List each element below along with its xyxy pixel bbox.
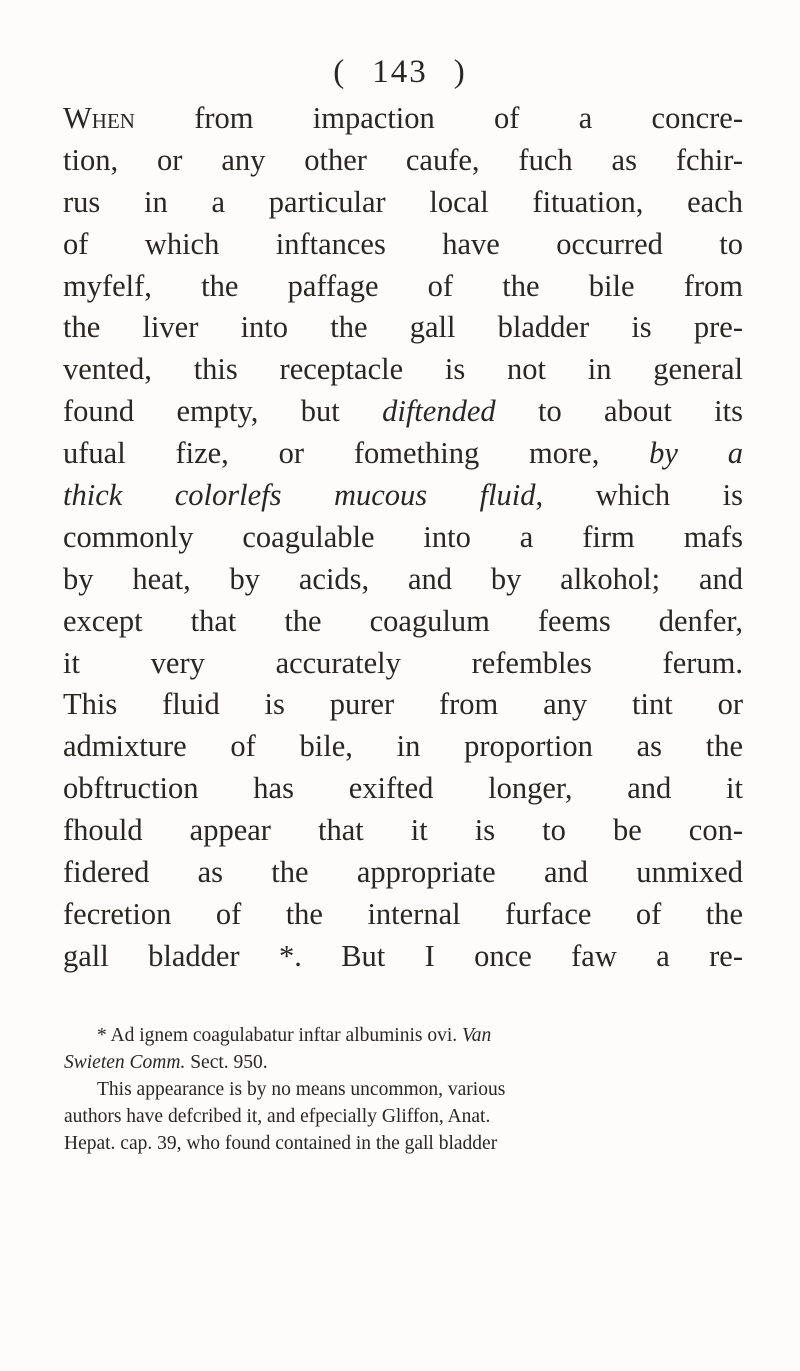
body-text-run: found empty, but	[63, 394, 383, 429]
body-line	[63, 224, 743, 266]
body-text-run: obftruction has exifted longer, and it	[63, 771, 743, 806]
body-line	[63, 684, 743, 726]
body-line	[63, 433, 743, 475]
footnote-text-run: Hepat. cap. 39, who found contained in the gall bladder	[64, 1133, 498, 1154]
body-text-run: vented, this receptacle is not in general	[63, 352, 743, 387]
body-line	[63, 475, 743, 517]
body-line	[63, 894, 743, 936]
body-text-run: fidered as the appropriate and unmixed	[63, 855, 743, 890]
body-line	[63, 349, 743, 391]
body-line	[63, 559, 743, 601]
body-line	[63, 936, 743, 978]
body-text-run: When	[63, 101, 135, 135]
body-line	[63, 852, 743, 894]
footnote-line	[64, 1022, 744, 1049]
body-text-run: thick colorlefs mucous fluid	[63, 478, 536, 513]
body-text-run: admixture of bile, in proportion as the	[63, 729, 743, 764]
body-line	[63, 810, 743, 852]
body-line	[63, 307, 743, 349]
body-text-run: fhould appear that it is to be con-	[63, 813, 743, 848]
body-text-run: except that the coagulum feems denfer,	[63, 603, 743, 638]
body-line	[63, 517, 743, 559]
footnote-text-run: This appearance is by no means uncommon, various	[97, 1079, 506, 1100]
body-text-run: from impaction of a concre-	[134, 101, 743, 135]
footnote-text-run: Van	[462, 1025, 492, 1046]
page-number: 143	[372, 54, 428, 90]
page-number-close-paren: )	[453, 54, 467, 90]
body-line	[63, 768, 743, 810]
body-text-run: it very accurately refembles ferum.	[63, 645, 743, 680]
body-line	[63, 266, 743, 308]
body-text-run: fecretion of the internal furface of the	[63, 896, 743, 931]
body-line	[63, 391, 743, 433]
body-line	[63, 726, 743, 768]
body-line	[63, 601, 743, 643]
body-text-run: tion, or any other caufe, fuch as fchir-	[63, 142, 743, 177]
body-text-run: rus in a particular local fituation, each	[63, 184, 743, 219]
footnote-line	[64, 1103, 744, 1130]
footnote-text-run: authors have defcribed it, and efpecially Gliffon, Anat.	[64, 1106, 491, 1127]
footnote-line	[64, 1049, 744, 1076]
footnote-text-run: * Ad ignem coagulabatur inftar albuminis ovi.	[97, 1025, 463, 1046]
body-text-run: This fluid is purer from any tint or	[63, 687, 743, 722]
body-text-run: by heat, by acids, and by alkohol; and	[63, 561, 743, 596]
footnote-text-run: Swieten Comm.	[64, 1052, 186, 1073]
body-text-run: by a	[649, 436, 743, 471]
page-number-open-paren: (	[333, 54, 347, 90]
body-text-run: to about its	[495, 394, 743, 429]
body-line	[63, 182, 743, 224]
body-line	[63, 643, 743, 685]
footnote-line	[64, 1130, 744, 1157]
body-text-run: of which inftances have occurred to	[63, 226, 743, 261]
body-line	[63, 98, 743, 140]
body-text-run: commonly coagulable into a firm mafs	[63, 519, 743, 554]
main-paragraph	[63, 98, 743, 978]
body-text-run: myfelf, the paffage of the bile from	[63, 268, 743, 303]
footnote-line	[64, 1076, 744, 1103]
footnote-text-run: Sect. 950.	[185, 1052, 268, 1073]
body-text-run: gall bladder *. But I once faw a re-	[63, 938, 743, 973]
body-line	[63, 140, 743, 182]
footnote-block	[64, 1022, 744, 1157]
body-text-run: diftended	[382, 394, 496, 429]
body-text-run: ufual fize, or fomething more,	[63, 436, 650, 471]
body-text-run: the liver into the gall bladder is pre-	[63, 310, 743, 345]
page-number-header	[0, 54, 800, 91]
body-text-run: , which is	[535, 478, 743, 513]
